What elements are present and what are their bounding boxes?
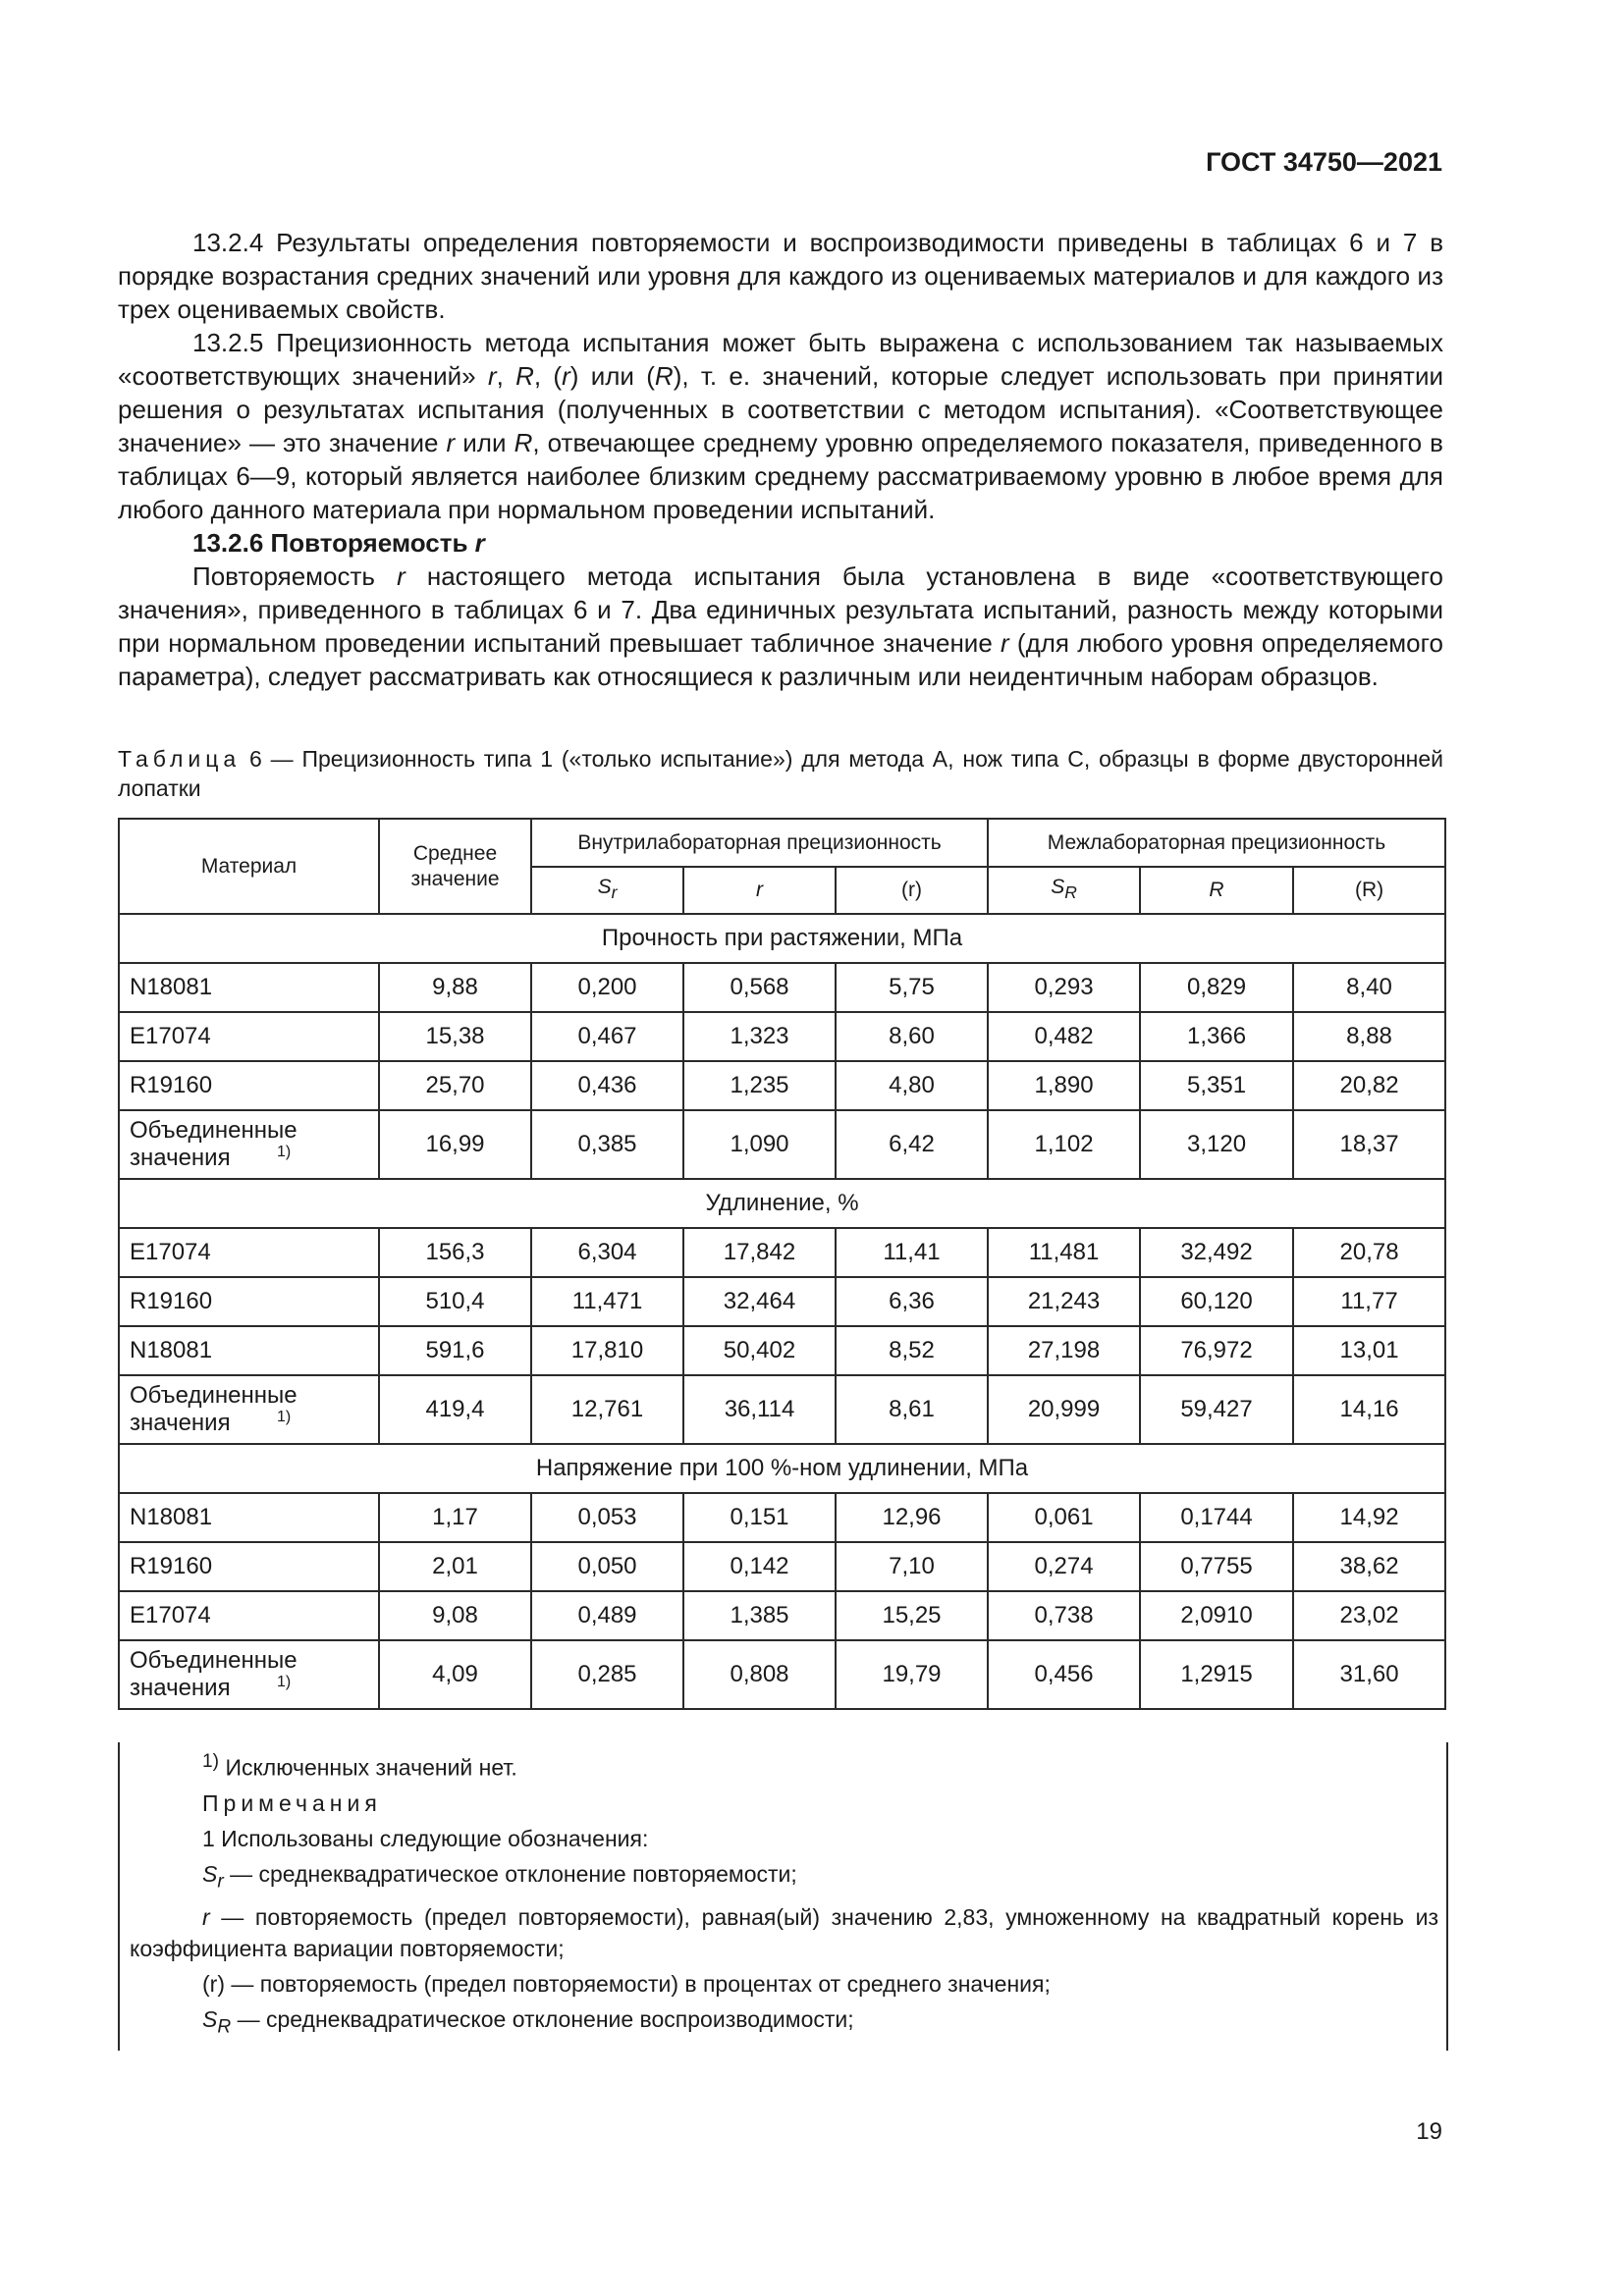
value-cell: 59,427 [1140,1375,1293,1444]
value-cell: 1,090 [683,1110,836,1179]
table-body [119,914,1445,1709]
note-1: 1 Использованы следующие обозначения: [202,1825,649,1851]
value-cell: 31,60 [1293,1640,1445,1709]
paragraph-13-2-5: 13.2.5 Прецизионность метода испытания может быть выражена с использованием так называемых «соответствующих значений» r, R, (r) или (R), т. е. значений, которые следует использовать при принятии решения о результатах испытания (полученных в соответствии с методом испытания). «Соответствующее значение» — это значение r или R, отвечающее среднему уровню определяемого показателя, приведенного в таблицах 6—9, который является наиболее близким среднему рассматриваемому уровню в любое время для любого данного материала при нормальном проведении испытаний. [118,328,1443,524]
header-sr: $S_r$ [531,867,683,914]
value-cell: 50,402 [683,1326,836,1375]
paragraph-repeatability: Повторяемость r настоящего метода испытания была установлена в виде «соответствующего значения», приведенного в таблицах 6 и 7. Два единичных результата испытаний, разность между которыми при нормальном проведении испытаний превышает табличное значение r (для любого уровня определяемого параметра), следует рассматривать как относящиеся к различным или неидентичным наборам образцов. [118,561,1444,691]
body-text [118,226,1443,693]
value-cell: 76,972 [1140,1326,1293,1375]
material-cell: E17074 [119,1591,379,1640]
value-cell: 0,829 [1140,963,1293,1012]
page-number: 19 [1416,2118,1442,2145]
value-cell: 6,36 [836,1277,988,1326]
value-cell: 0,456 [988,1640,1140,1709]
table-row [119,1277,1445,1326]
value-cell: 1,385 [683,1591,836,1640]
material-cell: R19160 [119,1277,379,1326]
value-cell: 36,114 [683,1375,836,1444]
combined-row [119,1640,1445,1709]
header-mean: Среднее значение [379,819,531,914]
value-cell: 0,568 [683,963,836,1012]
value-cell: 11,41 [836,1228,988,1277]
table-row [119,1228,1445,1277]
value-cell: 4,80 [836,1061,988,1110]
value-cell: 11,481 [988,1228,1140,1277]
value-cell: 32,492 [1140,1228,1293,1277]
value-cell: 21,243 [988,1277,1140,1326]
value-cell: 8,88 [1293,1012,1445,1061]
value-cell: 9,08 [379,1591,531,1640]
note-r-pct: (r) — повторяемость (предел повторяемости) в процентах от среднего значения; [202,1971,1051,1998]
value-cell: 23,02 [1293,1591,1445,1640]
value-cell: 3,120 [1140,1110,1293,1179]
value-cell: 32,464 [683,1277,836,1326]
combined-row [119,1110,1445,1179]
value-cell: 2,01 [379,1542,531,1591]
value-cell: 20,999 [988,1375,1140,1444]
material-cell: R19160 [119,1542,379,1591]
header-intra: Внутрилабораторная прецизионность [531,819,988,867]
header-R-pct: (R) [1293,867,1445,914]
table-row [119,1061,1445,1110]
table-row [119,1326,1445,1375]
combined-row [119,1375,1445,1444]
value-cell: 20,82 [1293,1061,1445,1110]
value-cell: 1,890 [988,1061,1140,1110]
value-cell: 13,01 [1293,1326,1445,1375]
value-cell: 8,60 [836,1012,988,1061]
combined-label: Объединенные значения $^{1)}$ [119,1640,379,1709]
header-inter: Межлабораторная прецизионность [988,819,1445,867]
value-cell: 9,88 [379,963,531,1012]
paragraph-13-2-4: 13.2.4 Результаты определения повторяемости и воспроизводимости приведены в таблицах 6 и 7 в порядке возрастания средних значений или уровня для каждого из оцениваемых материалов и для каждого из трех оцениваемых свойств. [118,228,1443,324]
value-cell: 0,489 [531,1591,683,1640]
table-notes [118,1742,1448,2051]
value-cell: 0,274 [988,1542,1140,1591]
header-sR: $S_R$ [988,867,1140,914]
value-cell: 5,351 [1140,1061,1293,1110]
header-R: R [1140,867,1293,914]
value-cell: 8,40 [1293,963,1445,1012]
value-cell: 510,4 [379,1277,531,1326]
material-cell: E17074 [119,1228,379,1277]
value-cell: 15,25 [836,1591,988,1640]
note-sR: $S_R$ — среднеквадратическое отклонение воспроизводимости; [202,2006,854,2038]
value-cell: 0,808 [683,1640,836,1709]
value-cell: 5,75 [836,963,988,1012]
section-title: Напряжение при 100 %-ном удлинении, МПа [119,1444,1445,1493]
value-cell: 12,96 [836,1493,988,1542]
precision-table [118,818,1446,1710]
value-cell: 8,61 [836,1375,988,1444]
value-cell: 16,99 [379,1110,531,1179]
value-cell: 1,235 [683,1061,836,1110]
value-cell: 156,3 [379,1228,531,1277]
value-cell: 7,10 [836,1542,988,1591]
document-header: ГОСТ 34750—2021 [1206,147,1442,177]
value-cell: 2,0910 [1140,1591,1293,1640]
value-cell: 0,050 [531,1542,683,1591]
table-row [119,1012,1445,1061]
material-cell: N18081 [119,1326,379,1375]
material-cell: N18081 [119,1493,379,1542]
value-cell: 0,482 [988,1012,1140,1061]
combined-label: Объединенные значения $^{1)}$ [119,1375,379,1444]
value-cell: 14,92 [1293,1493,1445,1542]
value-cell: 0,293 [988,963,1140,1012]
material-cell: N18081 [119,963,379,1012]
section-title: Удлинение, % [119,1179,1445,1228]
value-cell: 20,78 [1293,1228,1445,1277]
value-cell: 38,62 [1293,1542,1445,1591]
table-row [119,1542,1445,1591]
value-cell: 0,738 [988,1591,1140,1640]
value-cell: 6,304 [531,1228,683,1277]
table-caption: Таблица 6 — Прецизионность типа 1 («только испытание») для метода А, нож типа С, образцы в форме двусторонней лопатки [118,746,1443,801]
value-cell: 17,810 [531,1326,683,1375]
value-cell: 27,198 [988,1326,1140,1375]
section-heading-13-2-6: 13.2.6 Повторяемость r [192,528,485,558]
material-cell: E17074 [119,1012,379,1061]
value-cell: 17,842 [683,1228,836,1277]
value-cell: 0,436 [531,1061,683,1110]
value-cell: 8,52 [836,1326,988,1375]
value-cell: 0,151 [683,1493,836,1542]
value-cell: 0,142 [683,1542,836,1591]
value-cell: 14,16 [1293,1375,1445,1444]
value-cell: 419,4 [379,1375,531,1444]
value-cell: 19,79 [836,1640,988,1709]
table-row [119,963,1445,1012]
value-cell: 4,09 [379,1640,531,1709]
value-cell: 25,70 [379,1061,531,1110]
footnote: $^{1)}$ Исключенных значений нет. [202,1751,517,1781]
value-cell: 11,471 [531,1277,683,1326]
header-material: Материал [119,819,379,914]
section-title: Прочность при растяжении, МПа [119,914,1445,963]
value-cell: 1,366 [1140,1012,1293,1061]
header-r: r [683,867,836,914]
notes-title: Примечания [202,1789,382,1816]
value-cell: 60,120 [1140,1277,1293,1326]
value-cell: 18,37 [1293,1110,1445,1179]
value-cell: 1,102 [988,1110,1140,1179]
material-cell: R19160 [119,1061,379,1110]
value-cell: 6,42 [836,1110,988,1179]
value-cell: 1,2915 [1140,1640,1293,1709]
value-cell: 0,467 [531,1012,683,1061]
value-cell: 15,38 [379,1012,531,1061]
value-cell: 0,053 [531,1493,683,1542]
value-cell: 0,385 [531,1110,683,1179]
header-r-pct: (r) [836,867,988,914]
value-cell: 0,285 [531,1640,683,1709]
value-cell: 0,7755 [1140,1542,1293,1591]
value-cell: 12,761 [531,1375,683,1444]
value-cell: 0,1744 [1140,1493,1293,1542]
note-r: r — повторяемость (предел повторяемости), равная(ый) значению 2,83, умноженному на квадратный корень из коэффициента вариации повторяемости; [130,1904,1438,1962]
table-row [119,1591,1445,1640]
value-cell: 11,77 [1293,1277,1445,1326]
value-cell: 1,17 [379,1493,531,1542]
value-cell: 0,061 [988,1493,1140,1542]
combined-label: Объединенные значения $^{1)}$ [119,1110,379,1179]
value-cell: 0,200 [531,963,683,1012]
value-cell: 1,323 [683,1012,836,1061]
note-sr: $S_r$ — среднеквадратическое отклонение повторяемости; [202,1860,797,1893]
table-row [119,1493,1445,1542]
value-cell: 591,6 [379,1326,531,1375]
